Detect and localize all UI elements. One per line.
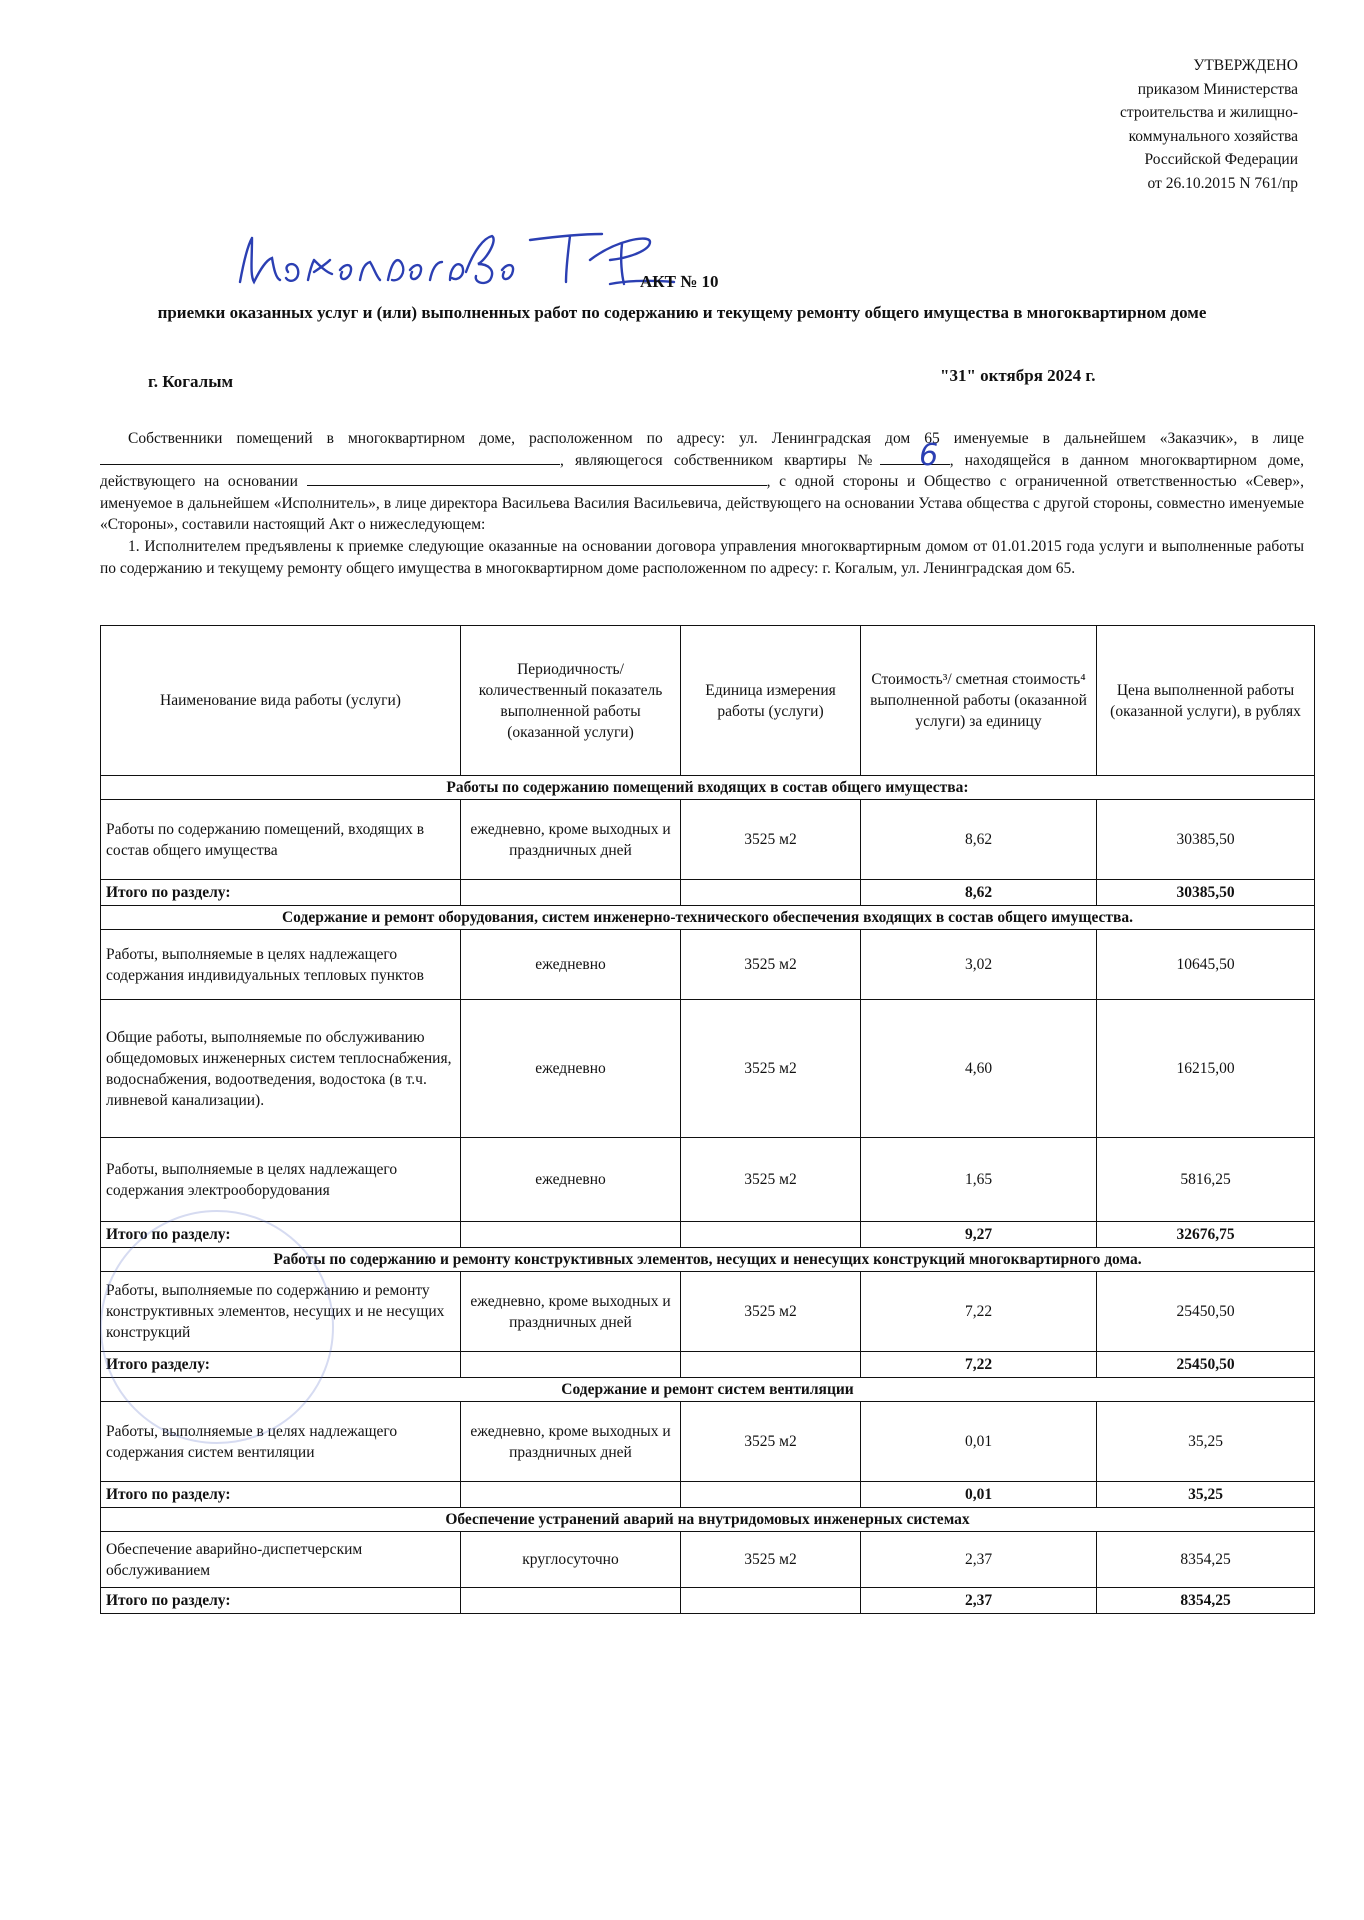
column-header: Цена выполненной работы (оказанной услуги), в рублях xyxy=(1097,626,1315,776)
approval-block xyxy=(978,54,1298,195)
work-name: Работы по содержанию помещений, входящих в состав общего имущества xyxy=(101,800,461,880)
work-period: ежедневно xyxy=(461,1138,681,1222)
section-title: Содержание и ремонт оборудования, систем инженерно-технического обеспечения входящих в состав общего имущества. xyxy=(101,906,1315,930)
works-table xyxy=(100,625,1315,1614)
total-cost: 2,37 xyxy=(861,1588,1097,1614)
total-price: 25450,50 xyxy=(1097,1352,1315,1378)
work-period: круглосуточно xyxy=(461,1532,681,1588)
intro-paragraph-2: 1. Исполнителем предъявлены к приемке следующие оказанные на основании договора управления многоквартирным домом от 01.01.2015 года услуги и выполненные работы по содержанию и текущему ремонту общего имущества в многоквартирном доме расположенном по адресу: г. Когалым, ул. Ленинградская дом 65. xyxy=(100,537,1304,577)
table-row xyxy=(101,1402,1315,1482)
handwritten-signature xyxy=(230,220,700,300)
work-name: Общие работы, выполняемые по обслуживанию общедомовых инженерных систем теплоснабжения, водоснабжения, водоотведения, водостока (в т.ч. ливневой канализации). xyxy=(101,1000,461,1138)
total-price: 8354,25 xyxy=(1097,1588,1315,1614)
column-header: Наименование вида работы (услуги) xyxy=(101,626,461,776)
empty-cell xyxy=(461,1222,681,1248)
work-period: ежедневно xyxy=(461,930,681,1000)
total-cost: 0,01 xyxy=(861,1482,1097,1508)
work-name: Работы, выполняемые по содержанию и ремонту конструктивных элементов, несущих и не несущих конструкций xyxy=(101,1272,461,1352)
work-name: Обеспечение аварийно-диспетчерским обслуживанием xyxy=(101,1532,461,1588)
table-row xyxy=(101,1138,1315,1222)
approval-line: приказом Министерства xyxy=(1137,80,1298,98)
work-unit: 3525 м2 xyxy=(681,1272,861,1352)
approval-line: от 26.10.2015 N 761/пр xyxy=(1147,174,1298,192)
approval-line: коммунального хозяйства xyxy=(1128,127,1298,145)
total-cost: 8,62 xyxy=(861,880,1097,906)
work-unit: 3525 м2 xyxy=(681,800,861,880)
table-row xyxy=(101,1272,1315,1352)
table-row xyxy=(101,800,1315,880)
empty-cell xyxy=(461,1482,681,1508)
work-price: 5816,25 xyxy=(1097,1138,1315,1222)
intro-paragraph-1 xyxy=(100,428,1304,536)
work-cost: 0,01 xyxy=(861,1402,1097,1482)
column-header: Периодичность/ количественный показатель выполненной работы (оказанной услуги) xyxy=(461,626,681,776)
table-row xyxy=(101,930,1315,1000)
section-total-row xyxy=(101,1588,1315,1614)
act-subtitle: приемки оказанных услуг и (или) выполненных работ по содержанию и текущему ремонту общего имущества в многоквартирном доме xyxy=(157,303,1207,322)
work-unit: 3525 м2 xyxy=(681,1532,861,1588)
approval-line: строительства и жилищно- xyxy=(1120,104,1298,121)
section-title-row xyxy=(101,1508,1315,1532)
section-title-row xyxy=(101,776,1315,800)
total-price: 32676,75 xyxy=(1097,1222,1315,1248)
total-cost: 7,22 xyxy=(861,1352,1097,1378)
intro-text-part: Собственники помещений в многоквартирном доме, расположенном по адресу: ул. Ленинградская дом 65 именуемые в дальнейшем «Заказчик», в лице xyxy=(128,430,1304,447)
table-row xyxy=(101,1000,1315,1138)
section-title: Содержание и ремонт систем вентиляции xyxy=(101,1378,1315,1402)
work-price: 35,25 xyxy=(1097,1402,1315,1482)
empty-cell xyxy=(461,880,681,906)
empty-cell xyxy=(681,1222,861,1248)
work-price: 16215,00 xyxy=(1097,1000,1315,1138)
section-total-row xyxy=(101,880,1315,906)
approval-line: Российской Федерации xyxy=(1144,151,1298,168)
work-name: Работы, выполняемые в целях надлежащего содержания систем вентиляции xyxy=(101,1402,461,1482)
total-cost: 9,27 xyxy=(861,1222,1097,1248)
table-row xyxy=(101,1532,1315,1588)
intro-text xyxy=(100,428,1304,579)
work-period: ежедневно, кроме выходных и праздничных дней xyxy=(461,800,681,880)
total-label: Итого по разделу: xyxy=(101,880,461,906)
act-number: АКТ № 10 xyxy=(640,272,719,291)
section-total-row xyxy=(101,1352,1315,1378)
empty-cell xyxy=(681,1588,861,1614)
work-name: Работы, выполняемые в целях надлежащего содержания электрооборудования xyxy=(101,1138,461,1222)
empty-cell xyxy=(681,880,861,906)
work-unit: 3525 м2 xyxy=(681,1000,861,1138)
total-label: Итого по разделу: xyxy=(101,1482,461,1508)
intro-text-part: , находящейся в данном многоквартирном доме, действующего на основании xyxy=(100,451,1304,491)
work-price: 30385,50 xyxy=(1097,800,1315,880)
empty-cell xyxy=(681,1352,861,1378)
work-cost: 2,37 xyxy=(861,1532,1097,1588)
apartment-number: 6 xyxy=(919,437,939,473)
section-title-row xyxy=(101,1248,1315,1272)
work-cost: 7,22 xyxy=(861,1272,1097,1352)
work-period: ежедневно, кроме выходных и праздничных дней xyxy=(461,1272,681,1352)
section-total-row xyxy=(101,1482,1315,1508)
act-date: "31" октября 2024 г. xyxy=(940,366,1096,385)
work-name: Работы, выполняемые в целях надлежащего содержания индивидуальных тепловых пунктов xyxy=(101,930,461,1000)
work-unit: 3525 м2 xyxy=(681,930,861,1000)
work-price: 25450,50 xyxy=(1097,1272,1315,1352)
section-title-row xyxy=(101,1378,1315,1402)
work-unit: 3525 м2 xyxy=(681,1138,861,1222)
total-price: 30385,50 xyxy=(1097,880,1315,906)
approval-title: УТВЕРЖДЕНО xyxy=(1193,57,1298,74)
intro-text-part: , являющегося собственником квартиры № xyxy=(560,451,880,469)
work-period: ежедневно, кроме выходных и праздничных дней xyxy=(461,1402,681,1482)
work-price: 10645,50 xyxy=(1097,930,1315,1000)
section-title: Обеспечение устранений аварий на внутридомовых инженерных системах xyxy=(101,1508,1315,1532)
total-label: Итого разделу: xyxy=(101,1352,461,1378)
total-label: Итого по разделу: xyxy=(101,1222,461,1248)
column-header: Единица измерения работы (услуги) xyxy=(681,626,861,776)
section-title-row xyxy=(101,906,1315,930)
apartment-field xyxy=(880,437,950,473)
intro-text-part: , с одной стороны и Общество с ограниченной ответственностью «Север», именуемое в дальнейшем «Исполнитель», в лице директора Васильева Василия Васильевича, действующего на основании Устава общества с другой стороны, совместно именуемые «Стороны», составили настоящий Акт о нижеследующем: xyxy=(100,473,1305,534)
work-cost: 1,65 xyxy=(861,1138,1097,1222)
blank-line xyxy=(307,471,767,486)
section-title: Работы по содержанию и ремонту конструктивных элементов, несущих и ненесущих конструкций многоквартирного дома. xyxy=(101,1248,1315,1272)
section-title: Работы по содержанию помещений входящих в состав общего имущества: xyxy=(101,776,1315,800)
work-cost: 3,02 xyxy=(861,930,1097,1000)
work-cost: 4,60 xyxy=(861,1000,1097,1138)
empty-cell xyxy=(461,1588,681,1614)
section-total-row xyxy=(101,1222,1315,1248)
work-price: 8354,25 xyxy=(1097,1532,1315,1588)
table-header-row xyxy=(101,626,1315,776)
empty-cell xyxy=(681,1482,861,1508)
work-cost: 8,62 xyxy=(861,800,1097,880)
work-period: ежедневно xyxy=(461,1000,681,1138)
total-label: Итого по разделу: xyxy=(101,1588,461,1614)
empty-cell xyxy=(461,1352,681,1378)
column-header: Стоимость³/ сметная стоимость⁴ выполненной работы (оказанной услуги) за единицу xyxy=(861,626,1097,776)
work-unit: 3525 м2 xyxy=(681,1402,861,1482)
blank-line xyxy=(100,450,560,465)
act-city: г. Когалым xyxy=(148,372,234,391)
total-price: 35,25 xyxy=(1097,1482,1315,1508)
